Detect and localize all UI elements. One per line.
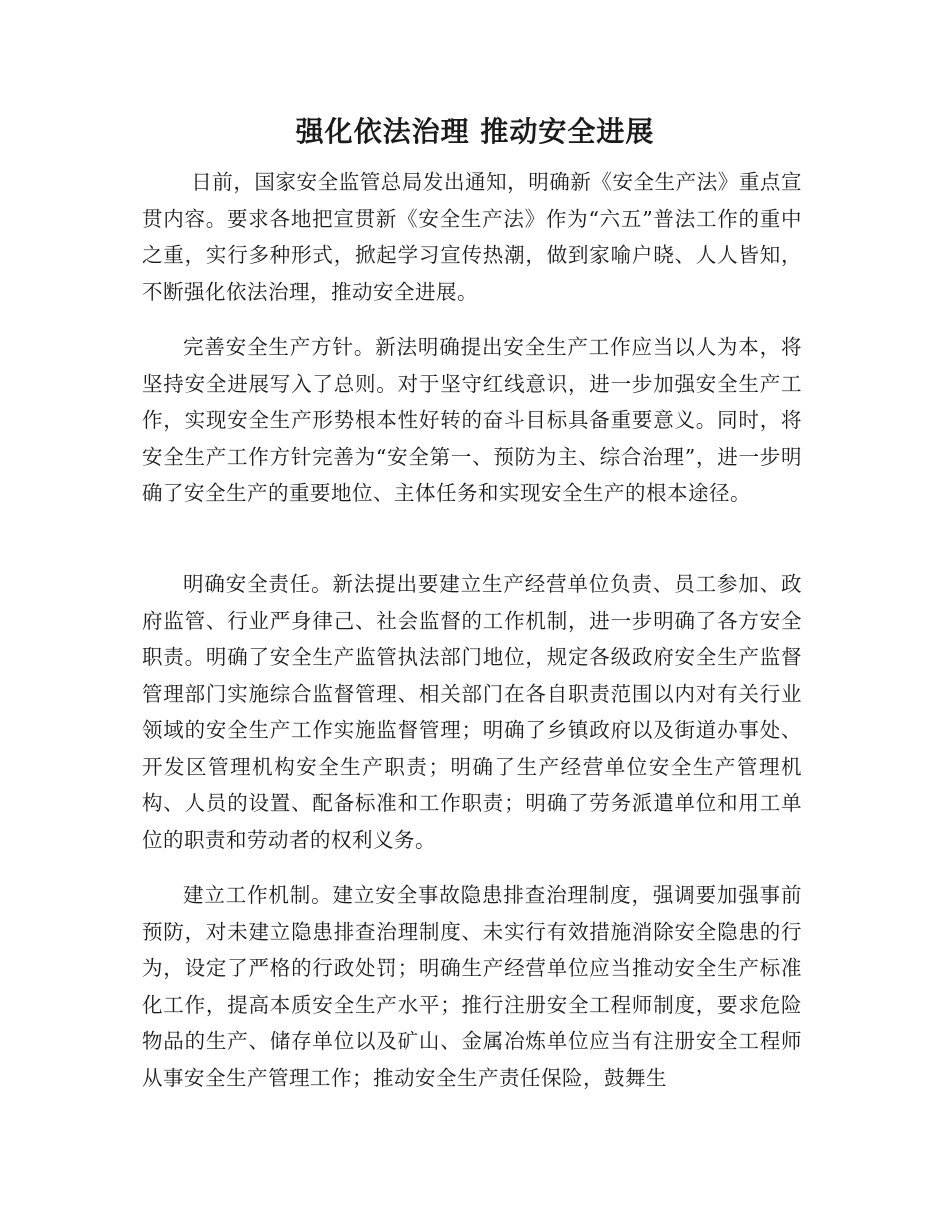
paragraph-intro: 日前，国家安全监管总局发出通知，明确新《安全生产法》重点宣贯内容。要求各地把宣贯新《安全生产法》作为“六五”普法工作的重中之重，实行多种形式，掀起学习宣传热潮，做到家喻户晓、人人皆知，不断强化依法治理，推动安全进展。 — [142, 170, 802, 304]
document-title: 强化依法治理 推动安全进展 — [295, 115, 655, 148]
paragraph-safety-responsibility: 明确安全责任。新法提出要建立生产经营单位负责、员工参加、政府监管、行业严身律己、社会监督的工作机制，进一步明确了各方安全职责。明确了安全生产监管执法部门地位，规定各级政府安全生产监督管理部门实施综合监督管理、相关部门在各自职责范围以内对有关行业领域的安全生产工作实施监督管理；明确了乡镇政府以及街道办事处、开发区管理机构安全生产职责；明确了生产经营单位安全生产管理机构、人员的设置、配备标准和工作职责；明确了劳务派遣单位和用工单位的职责和劳动者的权利义务。 — [142, 572, 802, 852]
paragraph-work-mechanism: 建立工作机制。建立安全事故隐患排查治理制度，强调要加强事前预防，对未建立隐患排查治理制度、未实行有效措施消除安全隐患的行为，设定了严格的行政处罚；明确生产经营单位应当推动安全生产标准化工作，提高本质安全生产水平；推行注册安全工程师制度，要求危险物品的生产、储存单位以及矿山、金属冶炼单位应当有注册安全工程师从事安全生产管理工作；推动安全生产责任保险，鼓舞生 — [142, 883, 802, 1090]
paragraph-safety-policy: 完善安全生产方针。新法明确提出安全生产工作应当以人为本，将坚持安全进展写入了总则。对于坚守红线意识，进一步加强安全生产工作，实现安全生产形势根本性好转的奋斗目标具备重要意义。同时，将安全生产工作方针完善为“安全第一、预防为主、综合治理”，进一步明确了安全生产的重要地位、主体任务和实现安全生产的根本途径。 — [142, 335, 802, 505]
